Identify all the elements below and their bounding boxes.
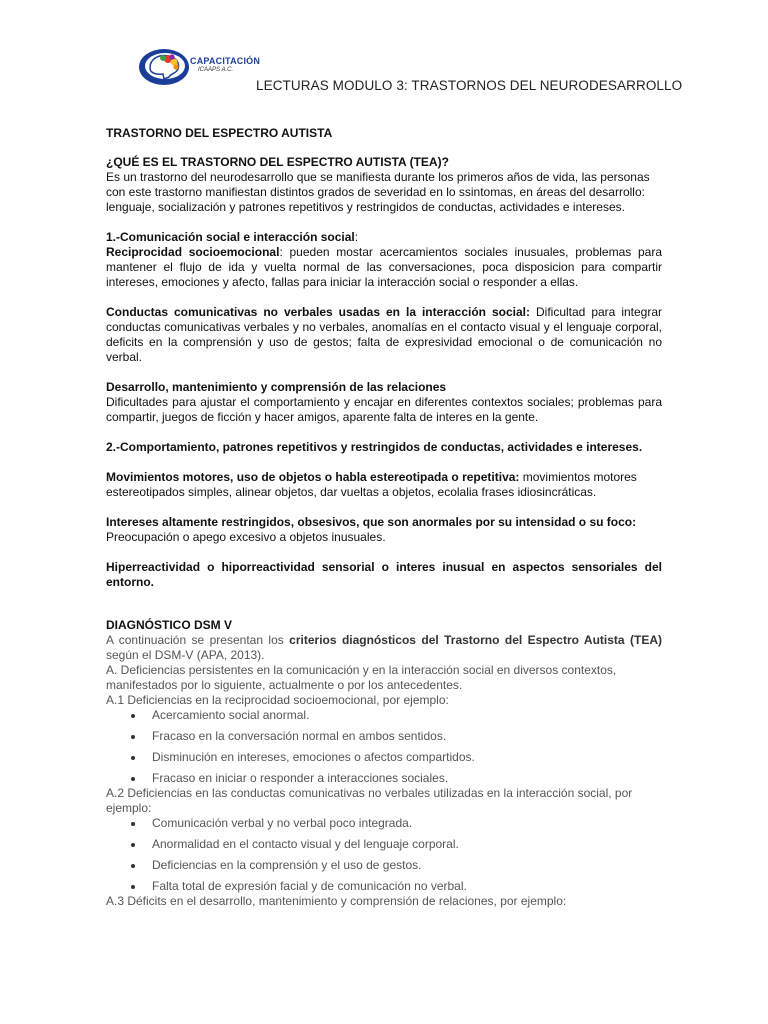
part2-heading: 2.-Comportamiento, patrones repetitivos y restringidos de conductas, actividades e intereses. [106, 440, 643, 454]
criterion-a2-list [106, 816, 662, 894]
reciprocity-label: Reciprocidad socioemocional [106, 245, 280, 259]
reciprocity-paragraph [106, 245, 662, 290]
logo-title: CAPACITACIÓN [190, 56, 261, 66]
interests-text: Preocupación o apego excesivo a objetos inusuales. [106, 530, 386, 544]
logo-subtitle: ICAAPS A.C. [198, 67, 234, 73]
list-item: Disminución en intereses, emociones o afectos compartidos. [128, 750, 662, 765]
definition-paragraph: Es un trastorno del neurodesarrollo que se manifiesta durante los primeros años de vida, las personas con este trastorno manifiestan distintos grados de severidad en lo ssintomas, en áreas del desarrollo: lenguaje, socialización y patrones repetitivos y restringidos de conductas, actividades e intereses. [106, 170, 650, 214]
section-heading: TRASTORNO DEL ESPECTRO AUTISTA [106, 126, 333, 140]
list-item: Falta total de expresión facial y de comunicación no verbal. [128, 879, 662, 894]
relationships-text: Dificultades para ajustar el comportamiento y encajar en diferentes contextos sociales; problemas para compartir, juegos de ficción y hacer amigos, aparente falta de interes en la gente. [106, 395, 662, 424]
criterion-a2-title: A.2 Deficiencias en las conductas comunicativas no verbales utilizadas en la interacción social, por ejemplo: [106, 786, 633, 815]
motor-text: movimientos motores estereotipados simples, alinear objetos, dar vueltas a objetos, ecolalia frases idiosincráticas. [106, 470, 637, 499]
motor-paragraph [106, 470, 662, 500]
interests-label: Intereses altamente restringidos, obsesivos, que son anormales por su intensidad o su foco: [106, 515, 637, 529]
part1-title: 1.-Comunicación social e interacción social [106, 230, 355, 244]
motor-label: Movimientos motores, uso de objetos o habla estereotipada o repetitiva: [106, 470, 520, 484]
list-item: Anormalidad en el contacto visual y del lenguaje corporal. [128, 837, 662, 852]
criterion-a1-title: A.1 Deficiencias en la reciprocidad socioemocional, por ejemplo: [106, 693, 449, 707]
dsm-intro-post: según el DSM-V (APA, 2013). [106, 648, 265, 662]
sensory-paragraph: Hiperreactividad o hiporreactividad sensorial o interes inusual en aspectos sensoriales del entorno. [106, 560, 662, 589]
question-heading: ¿QUÉ ES EL TRASTORNO DEL ESPECTRO AUTISTA (TEA)? [106, 155, 449, 169]
dsm-intro-pre: A continuación se presentan los [106, 633, 290, 647]
part1-heading [106, 230, 662, 245]
relationships-label: Desarrollo, mantenimiento y comprensión de las relaciones [106, 380, 447, 394]
nonverbal-paragraph [106, 305, 662, 365]
criterion-a1-list [106, 708, 662, 786]
list-item: Comunicación verbal y no verbal poco integrada. [128, 816, 662, 831]
brain-logo-icon [138, 46, 190, 86]
reciprocity-text: : pueden mostar acercamientos sociales inusuales, problemas para mantener el flujo de ida y vuelta normal de las conversaciones, poca disposicion para compartir intereses, emociones y afecto, fallas para iniciar la interacción social o responder a ellas. [106, 245, 663, 289]
dsm-intro-bold: criterios diagnósticos del Trastorno del Espectro Autista (TEA) [289, 633, 662, 647]
criterion-a: A. Deficiencias persistentes en la comunicación y en la interacción social en diversos contextos, manifestados por lo siguiente, actualmente o por los antecedentes. [106, 663, 617, 692]
list-item: Deficiencias en la comprensión y el uso de gestos. [128, 858, 662, 873]
list-item: Fracaso en la conversación normal en ambos sentidos. [128, 729, 662, 744]
part1-colon: : [354, 230, 359, 244]
organization-logo [138, 46, 261, 90]
nonverbal-text: Dificultad para integrar conductas comunicativas verbales y no verbales, anomalías en el contacto visual y el lenguaje corporal, deficits en la comprensión y uso de gestos; falta de expresividad emocional o de comunicación no verbal. [106, 305, 663, 364]
list-item: Acercamiento social anormal. [128, 708, 662, 723]
page-header-title: LECTURAS MODULO 3: TRASTORNOS DEL NEURODESARROLLO [256, 78, 683, 93]
nonverbal-label: Conductas comunicativas no verbales usadas en la interacción social: [106, 305, 530, 319]
list-item: Fracaso en iniciar o responder a interacciones sociales. [128, 771, 662, 786]
dsm-intro [106, 633, 662, 663]
criterion-a3-title: A.3 Déficits en el desarrollo, mantenimiento y comprensión de relaciones, por ejemplo: [106, 894, 567, 908]
dsm-heading: DIAGNÓSTICO DSM V [106, 618, 233, 632]
document-body [106, 126, 662, 909]
